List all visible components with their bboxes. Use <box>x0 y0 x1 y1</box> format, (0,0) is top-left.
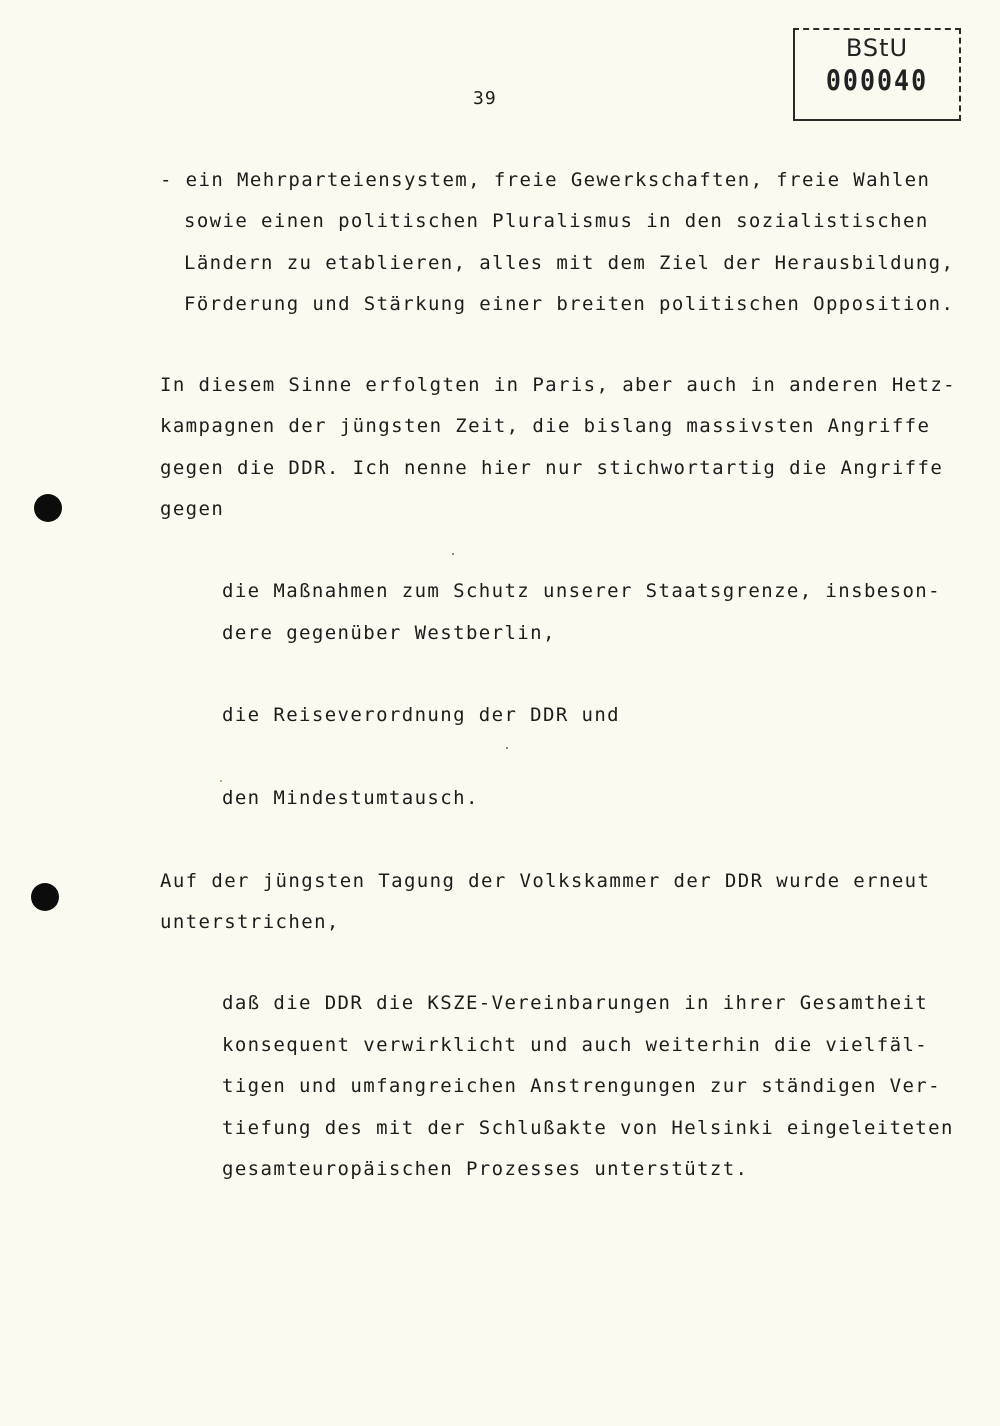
paris-paragraph-line: gegen die DDR. Ich nenne hier nur stichwortartig die Angriffe <box>160 457 944 479</box>
stamp-number: 000040 <box>825 63 929 98</box>
punch-hole-lower <box>31 883 59 911</box>
paper-speck <box>506 747 508 749</box>
volkskammer-paragraph-line: Auf der jüngsten Tagung der Volkskammer der DDR wurde erneut <box>160 870 931 892</box>
ksze-quote-line: tiefung des mit der Schlußakte von Helsinki eingeleiteten <box>222 1117 954 1139</box>
paris-paragraph-line: kampagnen der jüngsten Zeit, die bislang massivsten Angriffe <box>160 415 931 437</box>
attack-item-line: die Reiseverordnung der DDR und <box>222 704 621 726</box>
bullet-item-line: - ein Mehrparteiensystem, freie Gewerkschaften, freie Wahlen <box>160 169 931 191</box>
ksze-quote-line: konsequent verwirklicht und auch weiterhin die vielfäl- <box>222 1034 929 1056</box>
attack-item-line: dere gegenüber Westberlin, <box>222 622 556 644</box>
bullet-item-line: Förderung und Stärkung einer breiten politischen Opposition. <box>184 293 955 315</box>
paper-speck <box>452 553 454 555</box>
paris-paragraph-line: In diesem Sinne erfolgten in Paris, aber auch in anderen Hetz- <box>160 374 957 396</box>
ksze-quote-line: gesamteuropäischen Prozesses unterstützt. <box>222 1158 749 1180</box>
attack-item-line: den Mindestumtausch. <box>222 787 479 809</box>
paris-paragraph-line: gegen <box>160 498 225 520</box>
paper-speck <box>220 780 222 782</box>
bullet-item-line: Ländern zu etablieren, alles mit dem Ziel der Herausbildung, <box>184 252 955 274</box>
bullet-item-line: sowie einen politischen Pluralismus in den sozialistischen <box>184 210 929 232</box>
stamp-label: BStU <box>845 34 909 62</box>
volkskammer-paragraph-line: unterstrichen, <box>160 911 340 933</box>
attack-item-line: die Maßnahmen zum Schutz unserer Staatsgrenze, insbeson- <box>222 580 941 602</box>
punch-hole-upper <box>34 494 62 522</box>
archive-stamp <box>793 28 961 121</box>
ksze-quote-line: tigen und umfangreichen Anstrengungen zur ständigen Ver- <box>222 1075 941 1097</box>
page-number: 39 <box>473 88 497 109</box>
ksze-quote-line: daß die DDR die KSZE-Vereinbarungen in ihrer Gesamtheit <box>222 992 929 1014</box>
